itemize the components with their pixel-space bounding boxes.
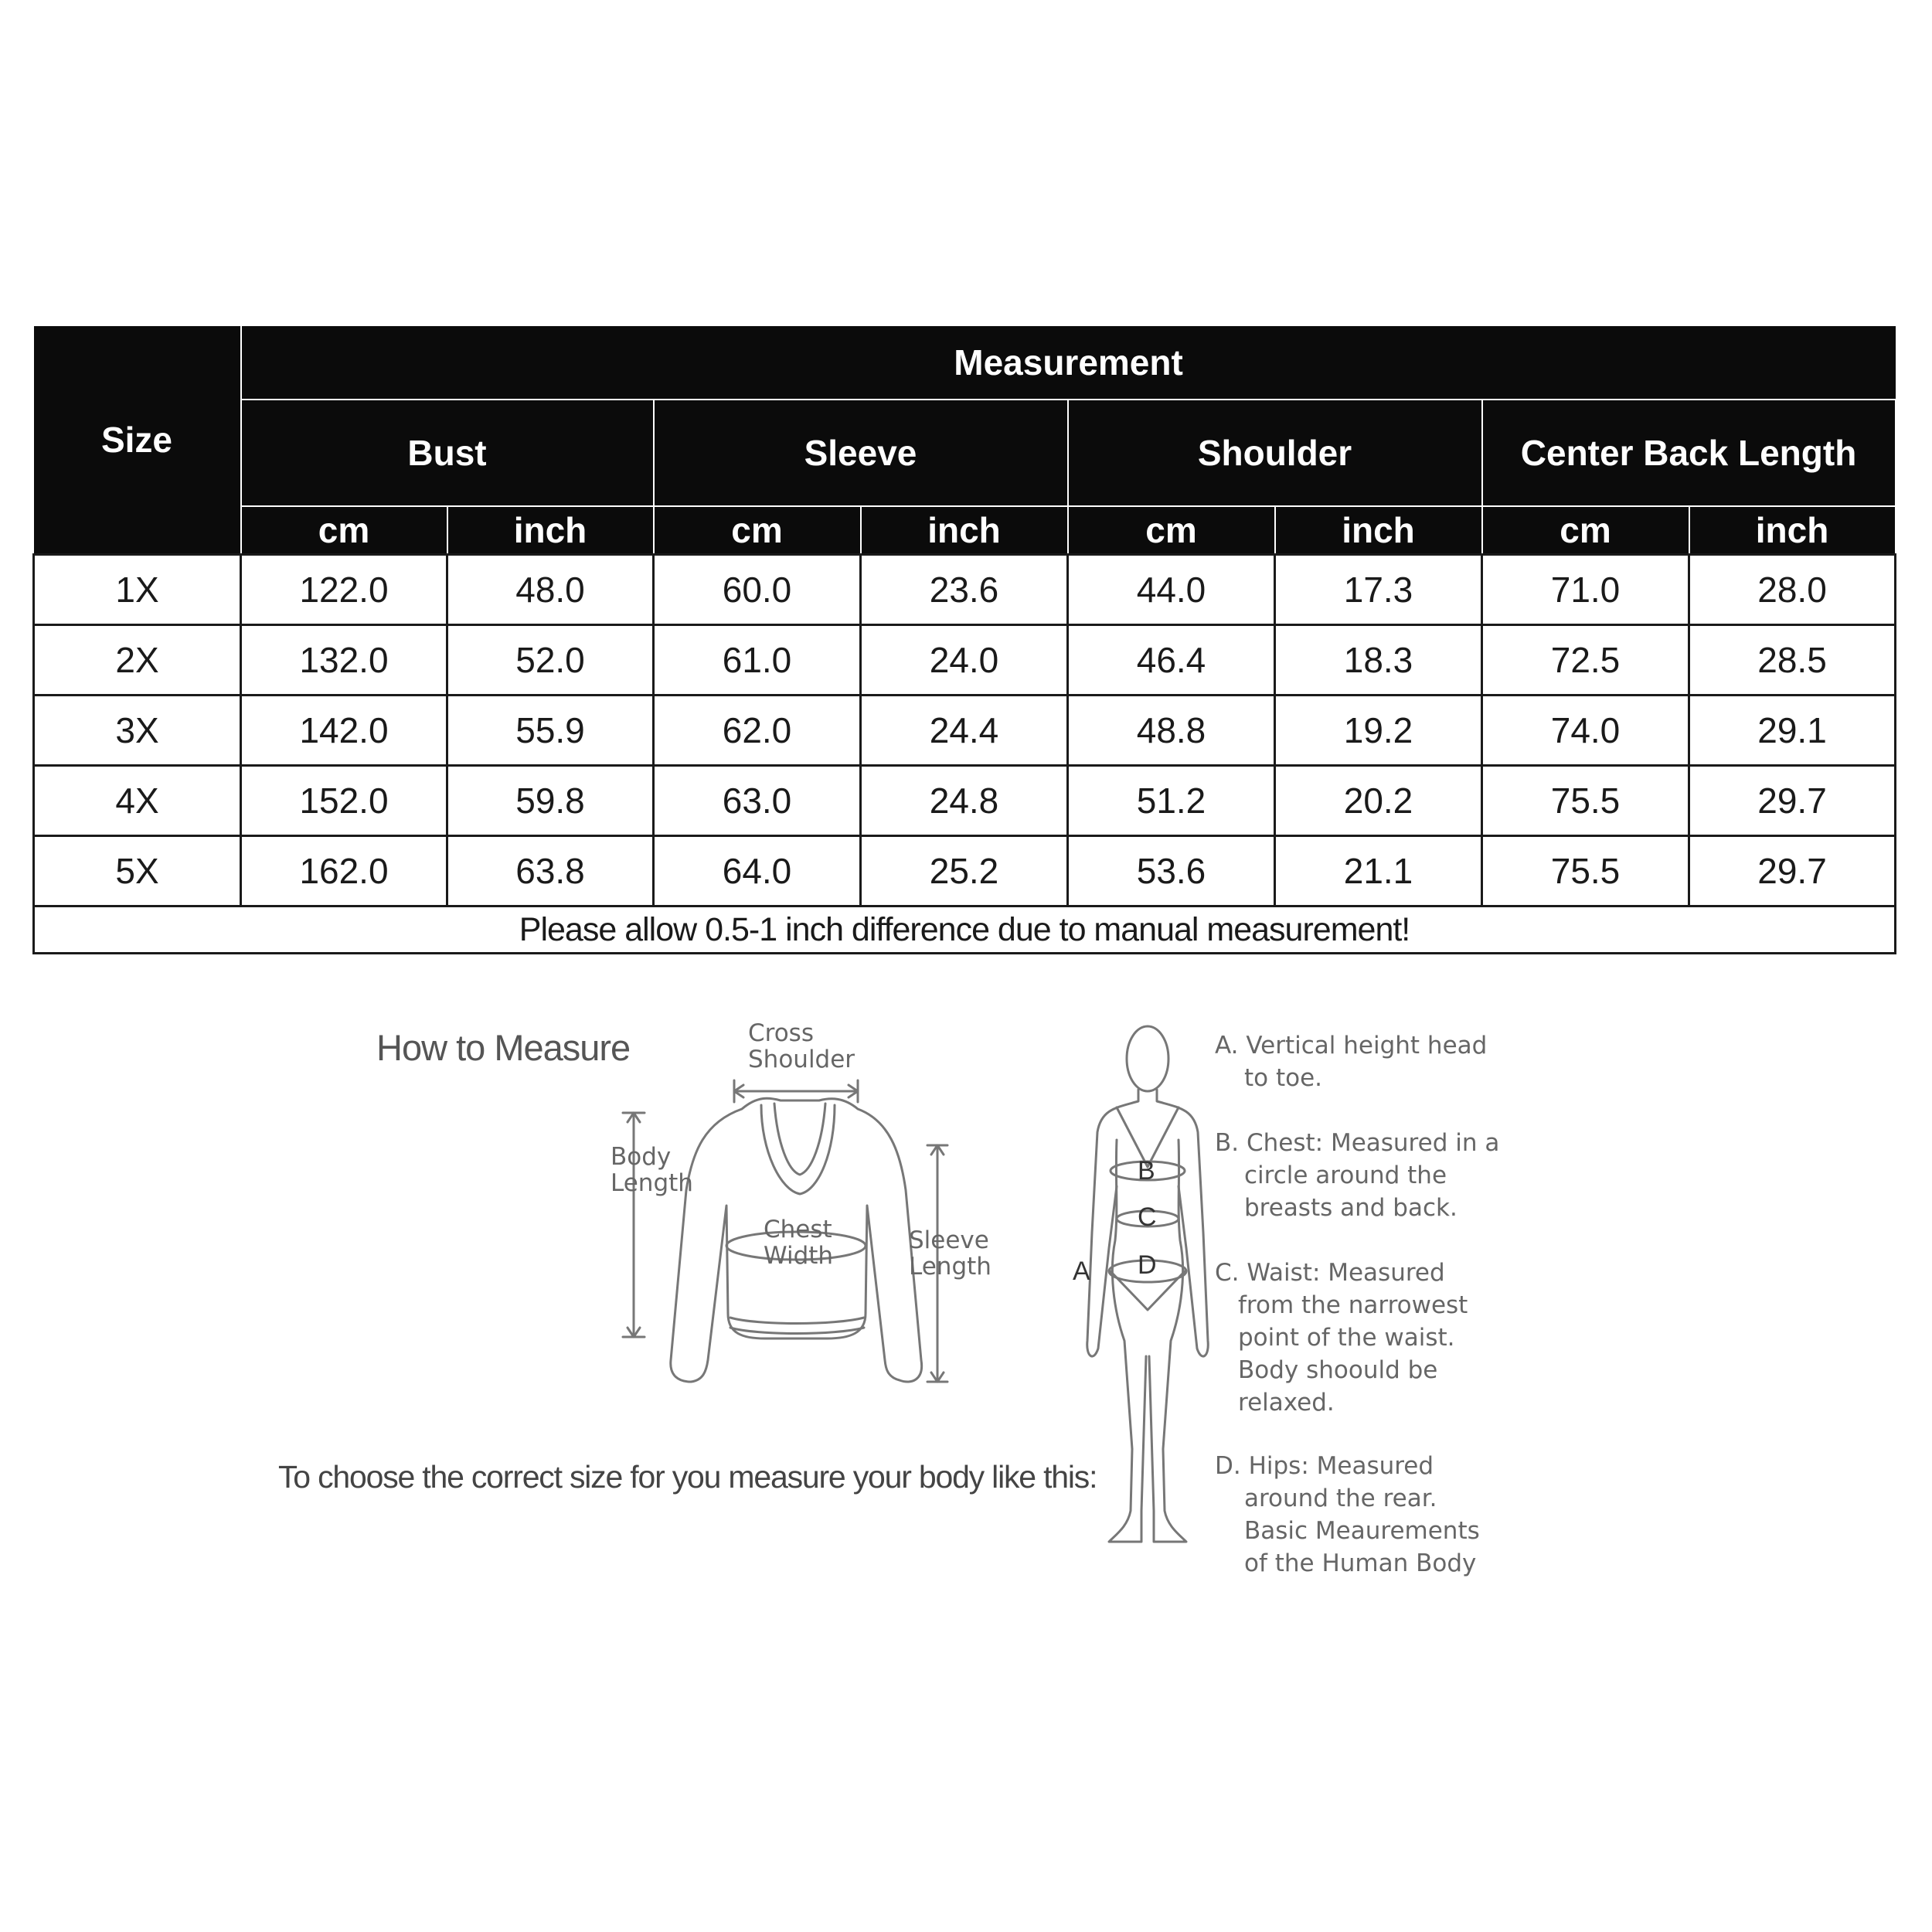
value-cell: 74.0 [1482, 696, 1689, 766]
value-cell: 24.8 [861, 766, 1068, 836]
description-d: D. Hips: Measured around the rear. Basic Meaurements of the Human Body [1215, 1452, 1480, 1577]
value-cell: 64.0 [654, 836, 861, 906]
value-cell: 75.5 [1482, 836, 1689, 906]
description-a: A. Vertical height head to toe. [1215, 1032, 1488, 1092]
table-row [34, 766, 1896, 836]
value-cell: 122.0 [241, 555, 447, 625]
value-cell: 29.7 [1689, 836, 1896, 906]
size-cell: 5X [34, 836, 241, 906]
cross-shoulder-label: Cross Shoulder [748, 1019, 855, 1073]
body-letter-a: A [1073, 1257, 1090, 1286]
unit-header: cm [654, 506, 861, 555]
value-cell: 142.0 [241, 696, 447, 766]
unit-header: cm [1482, 506, 1689, 555]
unit-header: cm [1068, 506, 1275, 555]
unit-header: inch [1275, 506, 1482, 555]
value-cell: 48.0 [447, 555, 654, 625]
value-cell: 53.6 [1068, 836, 1275, 906]
value-cell: 28.0 [1689, 555, 1896, 625]
value-cell: 44.0 [1068, 555, 1275, 625]
body-letter-d: D [1138, 1250, 1157, 1280]
group-header-bust: Bust [241, 400, 654, 506]
body-letter-c: C [1138, 1202, 1157, 1232]
value-cell: 21.1 [1275, 836, 1482, 906]
value-cell: 71.0 [1482, 555, 1689, 625]
value-cell: 18.3 [1275, 625, 1482, 696]
value-cell: 46.4 [1068, 625, 1275, 696]
measurement-header: Measurement [241, 326, 1896, 400]
value-cell: 152.0 [241, 766, 447, 836]
body-letter-b: B [1138, 1156, 1155, 1185]
body-diagram-icon [1070, 1016, 1225, 1557]
chest-width-label: Chest Width [764, 1216, 834, 1270]
sleeve-length-label: Sleeve Length [909, 1226, 992, 1281]
value-cell: 59.8 [447, 766, 654, 836]
table-row [34, 555, 1896, 625]
guide-title: How to Measure [376, 1027, 631, 1068]
value-cell: 52.0 [447, 625, 654, 696]
value-cell: 23.6 [861, 555, 1068, 625]
value-cell: 24.0 [861, 625, 1068, 696]
group-header-shoulder: Shoulder [1068, 400, 1482, 506]
value-cell: 60.0 [654, 555, 861, 625]
value-cell: 132.0 [241, 625, 447, 696]
value-cell: 62.0 [654, 696, 861, 766]
unit-header: inch [861, 506, 1068, 555]
value-cell: 55.9 [447, 696, 654, 766]
description-b: B. Chest: Measured in a circle around the breasts and back. [1215, 1129, 1500, 1222]
description-c: C. Waist: Measured from the narrowest point of the waist. Body shoould be relaxed. [1215, 1259, 1468, 1417]
group-header-sleeve: Sleeve [654, 400, 1068, 506]
value-cell: 48.8 [1068, 696, 1275, 766]
unit-header: inch [1689, 506, 1896, 555]
value-cell: 72.5 [1482, 625, 1689, 696]
value-cell: 51.2 [1068, 766, 1275, 836]
size-header: Size [34, 326, 241, 555]
guide-instruction: To choose the correct size for you measure your body like this: [278, 1459, 1097, 1495]
value-cell: 25.2 [861, 836, 1068, 906]
size-cell: 1X [34, 555, 241, 625]
measurement-note: Please allow 0.5-1 inch difference due to manual measurement! [34, 906, 1896, 954]
group-header-center-back-length: Center Back Length [1482, 400, 1896, 506]
value-cell: 17.3 [1275, 555, 1482, 625]
value-cell: 61.0 [654, 625, 861, 696]
unit-header: cm [241, 506, 447, 555]
value-cell: 24.4 [861, 696, 1068, 766]
value-cell: 63.0 [654, 766, 861, 836]
size-cell: 3X [34, 696, 241, 766]
body-length-label: Body Length [611, 1143, 693, 1197]
value-cell: 19.2 [1275, 696, 1482, 766]
table-row [34, 696, 1896, 766]
value-cell: 29.1 [1689, 696, 1896, 766]
size-cell: 4X [34, 766, 241, 836]
value-cell: 20.2 [1275, 766, 1482, 836]
unit-header: inch [447, 506, 654, 555]
value-cell: 28.5 [1689, 625, 1896, 696]
value-cell: 162.0 [241, 836, 447, 906]
size-chart-table [32, 326, 1896, 954]
value-cell: 63.8 [447, 836, 654, 906]
table-row [34, 836, 1896, 906]
value-cell: 75.5 [1482, 766, 1689, 836]
value-cell: 29.7 [1689, 766, 1896, 836]
table-row [34, 625, 1896, 696]
size-cell: 2X [34, 625, 241, 696]
